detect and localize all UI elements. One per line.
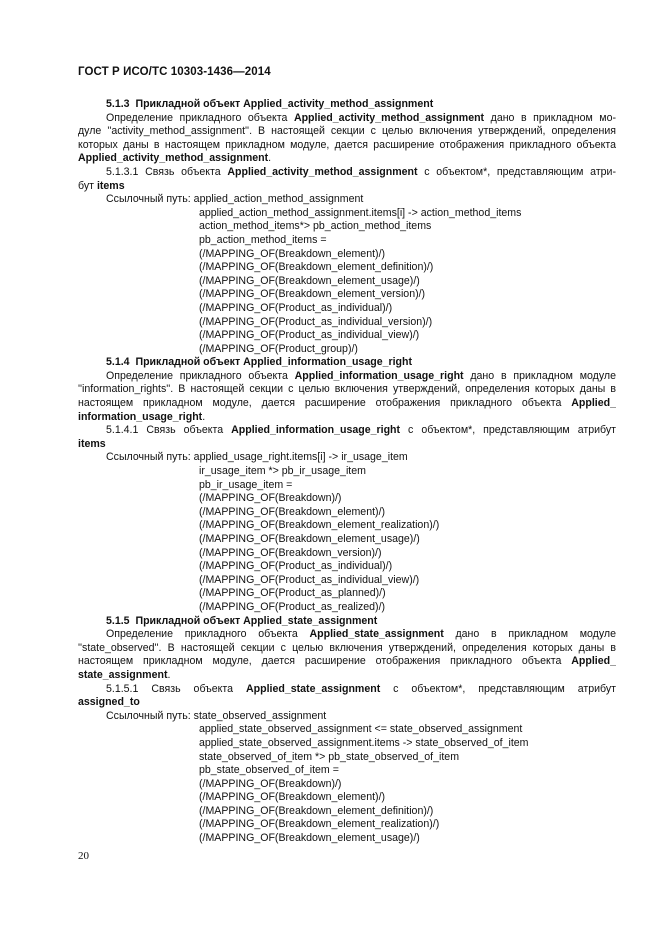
paragraph-line: Applied_activity_method_assignment. (78, 152, 272, 165)
paragraph-line: Определение прикладного объекта Applied_information_usage_right дано в прикладном модуле (106, 369, 616, 382)
reference-path-line: state_observed_of_item *> pb_state_observed_of_item (199, 750, 460, 763)
reference-path-line: (/MAPPING_OF(Breakdown_element)/) (199, 791, 386, 804)
reference-path-line: applied_action_method_assignment.items[i] -> action_method_items (199, 206, 522, 219)
paragraph-line: information_usage_right. (78, 410, 206, 423)
document-body (78, 98, 616, 846)
subsection-line: assigned_to (78, 696, 140, 709)
paragraph-line: ''state_observed''. В настоящей секции с целью включения утверждений, определения которых даны в (78, 641, 616, 654)
section-title: Прикладной объект Applied_information_usage_right (135, 356, 413, 369)
reference-path-line: (/MAPPING_OF(Breakdown_element)/) (199, 505, 386, 518)
reference-path-line: (/MAPPING_OF(Product_as_individual)/) (199, 560, 393, 573)
section-title: Прикладной объект Applied_activity_method_assignment (135, 98, 434, 110)
section-number: 5.1.3 (106, 98, 130, 110)
reference-path-list (78, 723, 616, 845)
reference-path-line: (/MAPPING_OF(Breakdown)/) (199, 492, 342, 505)
reference-path-line: (/MAPPING_OF(Breakdown_element_usage)/) (199, 533, 420, 545)
section-heading-5-1-3 (78, 98, 616, 112)
reference-path-list (78, 465, 616, 615)
reference-path-line: pb_action_method_items = (199, 233, 327, 246)
subsection-line: бут items (78, 179, 125, 192)
reference-path-line: action_method_items*> pb_action_method_items (199, 220, 432, 233)
reference-path-line: (/MAPPING_OF(Product_as_individual_version)/) (199, 315, 433, 328)
reference-path-line: (/MAPPING_OF(Breakdown_element_usage)/) (199, 832, 420, 845)
reference-path-line: (/MAPPING_OF(Breakdown_element_realization)/) (199, 519, 440, 532)
paragraph-line: ''information_rights''. В настоящей секции с целью включения утверждений, определения которых даны в (78, 383, 616, 396)
paragraph-line: дуле ''activity_method_assignment''. В настоящей секции с целью включения утверждений, определения (78, 125, 616, 138)
reference-path-first: Ссылочный путь: state_observed_assignment (106, 709, 327, 722)
paragraph-line: настоящем прикладном модуле, дается расширение отображения прикладного объекта Applied_ (78, 655, 616, 668)
section-number: 5.1.4 (106, 356, 130, 369)
paragraph-line: Определение прикладного объекта Applied_activity_method_assignment дано в прикладном мо- (106, 111, 616, 124)
paragraph-line: Определение прикладного объекта Applied_state_assignment дано в прикладном модуле (106, 628, 616, 641)
reference-path-first: Ссылочный путь: applied_action_method_assignment (106, 193, 364, 206)
reference-path-line: (/MAPPING_OF(Product_as_individual)/) (199, 301, 393, 314)
reference-path-line: (/MAPPING_OF(Product_as_realized)/) (199, 600, 386, 613)
page-number: 20 (78, 850, 89, 862)
section-heading-5-1-4 (78, 356, 616, 370)
reference-path-line: (/MAPPING_OF(Breakdown_element_realization)/) (199, 818, 440, 831)
subsection-line: 5.1.5.1 Связь объекта Applied_state_assignment с объектом*, представляющим атрибут (106, 682, 616, 695)
reference-path-first: Ссылочный путь: applied_usage_right.items[i] -> ir_usage_item (106, 451, 408, 464)
reference-path-list (78, 207, 616, 357)
section-title: Прикладной объект Applied_state_assignment (135, 614, 378, 627)
reference-path-line: pb_ir_usage_item = (199, 478, 293, 491)
section-number: 5.1.5 (106, 614, 130, 627)
reference-path-line: (/MAPPING_OF(Breakdown)/) (199, 777, 342, 790)
document-header: ГОСТ Р ИСО/ТС 10303-1436—2014 (78, 66, 271, 78)
reference-path-line: (/MAPPING_OF(Product_as_individual_view)/) (199, 573, 420, 586)
reference-path-line: (/MAPPING_OF(Breakdown_element_definition)/) (199, 261, 434, 274)
subsection-line: 5.1.3.1 Связь объекта Applied_activity_method_assignment с объектом*, представляющим атри- (106, 165, 616, 178)
paragraph-line: настоящем прикладном модуле, дается расширение отображения прикладного объекта Applied_ (78, 397, 616, 410)
reference-path-line: (/MAPPING_OF(Breakdown_element_definition)/) (199, 804, 434, 817)
paragraph-line: state_assignment. (78, 668, 171, 681)
paragraph-line: которых даны в настоящем прикладном модуле, дается расширение отображения прикладного объекта (78, 138, 616, 151)
reference-path-line: applied_state_observed_assignment.items -> state_observed_of_item (199, 736, 529, 749)
reference-path-line: (/MAPPING_OF(Product_as_individual_view)/) (199, 329, 420, 342)
reference-path-line: applied_state_observed_assignment <= state_observed_assignment (199, 723, 523, 736)
reference-path-line: ir_usage_item *> pb_ir_usage_item (199, 465, 366, 478)
subsection-line: 5.1.4.1 Связь объекта Applied_information_usage_right с объектом*, представляющим атрибут (106, 424, 616, 437)
section-heading-5-1-5 (78, 615, 616, 629)
reference-path-line: (/MAPPING_OF(Product_group)/) (199, 342, 358, 355)
reference-path-line: pb_state_observed_of_item = (199, 764, 339, 777)
reference-path-line: (/MAPPING_OF(Product_as_planned)/) (199, 587, 386, 600)
reference-path-line: (/MAPPING_OF(Breakdown_element)/) (199, 247, 386, 260)
reference-path-line: (/MAPPING_OF(Breakdown_element_version)/) (199, 288, 426, 301)
reference-path-line: (/MAPPING_OF(Breakdown_element_usage)/) (199, 274, 420, 287)
subsection-line: items (78, 437, 106, 450)
reference-path-line: (/MAPPING_OF(Breakdown_version)/) (199, 546, 382, 559)
